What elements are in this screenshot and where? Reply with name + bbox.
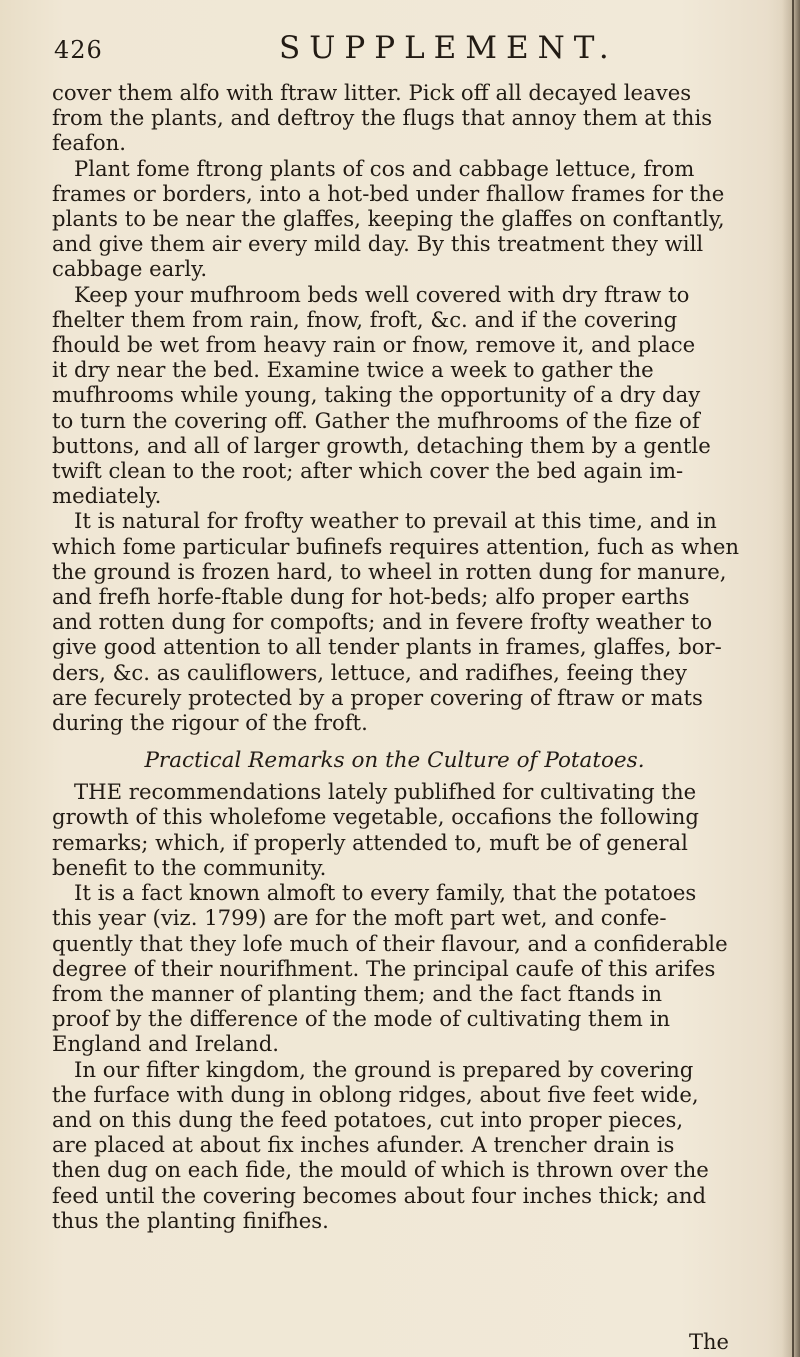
text-line: to turn the covering off. Gather the mufhrooms of the fize of [52,407,700,433]
text-line: from the plants, and deftroy the flugs that annoy them at this [52,105,713,131]
text-line: growth of this wholefome vegetable, occafions the following [52,804,699,830]
text-line: and rotten dung for compofts; and in fevere frofty weather to [52,609,713,635]
text-line: Keep your mufhroom beds well covered with dry ftraw to [74,281,690,307]
paragraph [52,779,787,880]
text-line: twift clean to the root; after which cover the bed again im- [52,458,684,484]
body-text [52,80,787,1233]
text-line: and give them air every mild day. By this treatment they will [52,231,704,257]
paragraph [52,508,787,735]
text-line: Plant fome ftrong plants of cos and cabbage lettuce, from [74,155,695,181]
text-line: England and Ireland. [52,1031,279,1057]
text-line: fhelter them from rain, fnow, froft, &c. and if the covering [52,306,678,332]
paragraph [52,156,787,282]
paragraph [52,880,787,1056]
page-number: 426 [54,36,103,64]
text-line: cabbage early. [52,256,208,282]
text-line: plants to be near the glaffes, keeping the glaffes on conftantly, [52,206,725,232]
paragraph [52,1057,787,1233]
text-line: thus the planting finifhes. [52,1207,329,1233]
page-edge-line [792,0,794,1357]
text-line: It is a fact known almoft to every family, that the potatoes [74,880,697,906]
text-line: and on this dung the feed potatoes, cut into proper pieces, [52,1106,684,1132]
text-line: frames or borders, into a hot-bed under fhallow frames for the [52,180,725,206]
text-line: this year (viz. 1799) are for the moft part wet, and confe- [52,905,667,931]
text-line: benefit to the community. [52,854,327,880]
text-line: buttons, and all of larger growth, detaching them by a gentle [52,432,711,458]
text-line: the furface with dung in oblong ridges, about five feet wide, [52,1081,699,1107]
text-line: then dug on each fide, the mould of which is thrown over the [52,1157,709,1183]
text-line: In our fifter kingdom, the ground is prepared by covering [74,1056,694,1082]
text-line: mediately. [52,483,162,509]
text-line: are fecurely protected by a proper covering of ftraw or mats [52,684,703,710]
text-line: the ground is frozen hard, to wheel in rotten dung for manure, [52,558,727,584]
text-line: It is natural for frofty weather to prevail at this time, and in [74,508,717,534]
text-line: during the rigour of the froft. [52,710,368,736]
text-line: quently that they lofe much of their flavour, and a confiderable [52,930,728,956]
text-line: cover them alfo with ftraw litter. Pick off all decayed leaves [52,80,692,105]
text-line: from the manner of planting them; and the fact ftands in [52,980,663,1006]
text-line: feed until the covering becomes about four inches thick; and [52,1182,707,1208]
text-line: it dry near the bed. Examine twice a week to gather the [52,357,654,383]
text-line: are placed at about fix inches afunder. A trencher drain is [52,1132,675,1158]
text-line: feafon. [52,130,126,156]
text-line: mufhrooms while young, taking the opportunity of a dry day [52,382,701,408]
text-line: and frefh horfe-ftable dung for hot-beds; alfo proper earths [52,584,690,610]
text-line: fhould be wet from heavy rain or fnow, remove it, and place [52,332,696,358]
paragraph [52,80,787,156]
text-line: degree of their nourifhment. The principal caufe of this arifes [52,955,716,981]
running-title: SUPPLEMENT. [279,30,618,66]
text-line: ders, &c. as cauliflowers, lettuce, and radifhes, feeing they [52,659,687,685]
section-heading: Practical Remarks on the Culture of Potatoes. [144,748,645,774]
catchword: The [689,1330,729,1354]
text-line: which fome particular bufinefs requires attention, fuch as when [52,533,740,559]
text-line: proof by the difference of the mode of cultivating them in [52,1006,671,1032]
text-line: THE recommendations lately publifhed for cultivating the [74,779,697,805]
paragraph [52,282,787,509]
text-line: remarks; which, if properly attended to, muft be of general [52,829,688,855]
running-head [52,22,752,72]
text-line: give good attention to all tender plants in frames, glaffes, bor- [52,634,722,660]
